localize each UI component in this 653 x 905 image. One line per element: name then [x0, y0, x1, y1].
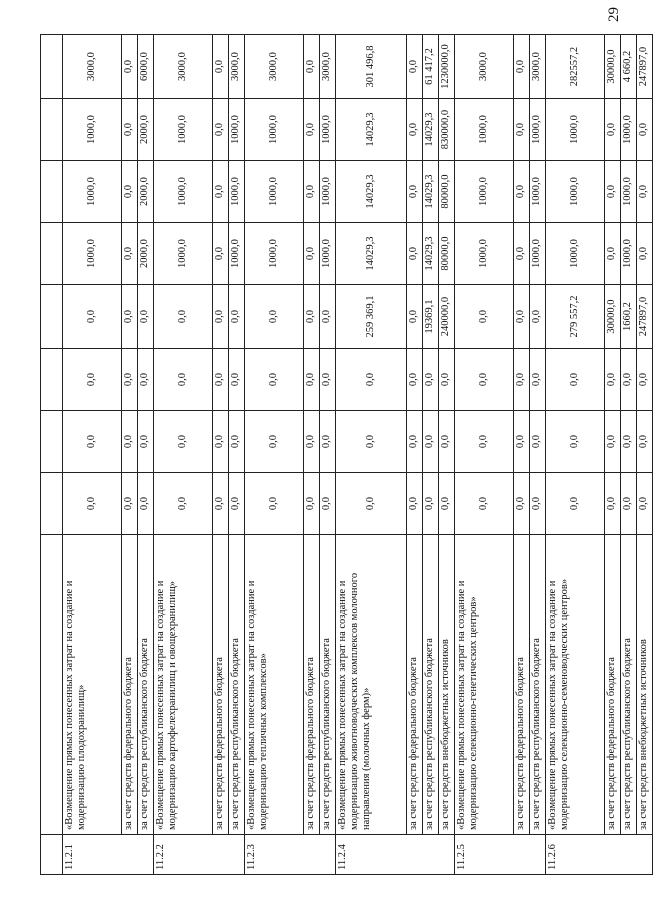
value-cell: 1000,0: [63, 161, 122, 223]
value-cell: 0,0: [407, 35, 423, 99]
value-cell: 0,0: [229, 349, 245, 411]
value-cell: 0,0: [229, 285, 245, 349]
table-subrow: [122, 35, 138, 875]
value-cell: 0,0: [245, 411, 304, 473]
value-cell: 1000,0: [530, 99, 546, 161]
value-cell: 0,0: [514, 411, 530, 473]
header-cell: [41, 99, 63, 161]
value-cell: 0,0: [245, 285, 304, 349]
row-code-cell: 11.2.4: [336, 835, 455, 875]
value-cell: 0,0: [213, 223, 229, 285]
value-cell: 3000,0: [245, 35, 304, 99]
value-cell: 0,0: [407, 99, 423, 161]
value-cell: 0,0: [423, 349, 439, 411]
header-cell: [41, 161, 63, 223]
header-cell: [41, 223, 63, 285]
value-cell: 0,0: [605, 349, 621, 411]
row-code-cell: 11.2.6: [546, 835, 653, 875]
value-cell: 30000,0: [605, 285, 621, 349]
value-cell: 0,0: [605, 411, 621, 473]
value-cell: 1000,0: [455, 223, 514, 285]
funding-source-cell: за счет средств федерального бюджета: [213, 535, 229, 835]
value-cell: 2000,0: [138, 223, 154, 285]
value-cell: 0,0: [122, 223, 138, 285]
value-cell: 0,0: [213, 161, 229, 223]
value-cell: 0,0: [63, 349, 122, 411]
value-cell: 3000,0: [63, 35, 122, 99]
value-cell: 1660,2: [621, 285, 637, 349]
value-cell: 14029,3: [336, 161, 407, 223]
funding-source-cell: за счет средств внебюджетных источников: [637, 535, 653, 835]
table-subrow: [213, 35, 229, 875]
value-cell: 1000,0: [154, 161, 213, 223]
value-cell: 0,0: [229, 411, 245, 473]
value-cell: 0,0: [213, 473, 229, 535]
value-cell: 0,0: [122, 285, 138, 349]
value-cell: 0,0: [621, 473, 637, 535]
value-cell: 61 417,2: [423, 35, 439, 99]
table-row: [455, 35, 514, 875]
value-cell: 0,0: [304, 411, 320, 473]
funding-source-cell: за счет средств федерального бюджета: [605, 535, 621, 835]
value-cell: 0,0: [213, 285, 229, 349]
header-cell-name: [41, 535, 63, 835]
value-cell: 0,0: [423, 411, 439, 473]
table-subrow: [138, 35, 154, 875]
header-cell: [41, 285, 63, 349]
value-cell: 0,0: [320, 349, 336, 411]
value-cell: 0,0: [245, 349, 304, 411]
value-cell: 2000,0: [138, 99, 154, 161]
value-cell: 1000,0: [154, 99, 213, 161]
value-cell: 0,0: [605, 473, 621, 535]
value-cell: 0,0: [637, 411, 653, 473]
value-cell: 0,0: [63, 411, 122, 473]
value-cell: 1000,0: [63, 223, 122, 285]
header-cell: [41, 473, 63, 535]
table-subrow: [605, 35, 621, 875]
row-code-cell: 11.2.2: [154, 835, 245, 875]
value-cell: 0,0: [122, 35, 138, 99]
value-cell: 0,0: [546, 473, 605, 535]
table-subrow: [530, 35, 546, 875]
value-cell: 3000,0: [154, 35, 213, 99]
value-cell: 830000,0: [439, 99, 455, 161]
header-cell: [41, 411, 63, 473]
row-code-cell: 11.2.3: [245, 835, 336, 875]
value-cell: 0,0: [514, 349, 530, 411]
value-cell: 247897,0: [637, 35, 653, 99]
funding-source-cell: за счет средств республиканского бюджета: [320, 535, 336, 835]
measure-name-cell: «Возмещение прямых понесенных затрат на создание и модернизацию картофелехранилищ и овощехранилищ»: [154, 535, 213, 835]
value-cell: 2000,0: [138, 161, 154, 223]
budget-table: [40, 34, 653, 875]
table-body: [41, 35, 653, 875]
value-cell: 1000,0: [229, 161, 245, 223]
table-row: [546, 35, 605, 875]
value-cell: 0,0: [320, 285, 336, 349]
value-cell: 1000,0: [621, 161, 637, 223]
value-cell: 1000,0: [546, 99, 605, 161]
value-cell: 0,0: [514, 473, 530, 535]
value-cell: 0,0: [229, 473, 245, 535]
funding-source-cell: за счет средств внебюджетных источников: [439, 535, 455, 835]
value-cell: 0,0: [439, 473, 455, 535]
value-cell: 0,0: [122, 161, 138, 223]
value-cell: 240000,0: [439, 285, 455, 349]
value-cell: 0,0: [546, 349, 605, 411]
value-cell: 14029,3: [336, 99, 407, 161]
value-cell: 14029,3: [423, 99, 439, 161]
value-cell: 1000,0: [245, 161, 304, 223]
table-row: [154, 35, 213, 875]
value-cell: 1000,0: [229, 223, 245, 285]
value-cell: 1000,0: [621, 99, 637, 161]
value-cell: 0,0: [514, 35, 530, 99]
value-cell: 0,0: [304, 99, 320, 161]
value-cell: 0,0: [605, 161, 621, 223]
header-cell: [41, 349, 63, 411]
value-cell: 1000,0: [154, 223, 213, 285]
value-cell: 0,0: [637, 349, 653, 411]
value-cell: 0,0: [637, 99, 653, 161]
value-cell: 1000,0: [229, 99, 245, 161]
header-cell: [41, 35, 63, 99]
value-cell: 80000,0: [439, 161, 455, 223]
funding-source-cell: за счет средств федерального бюджета: [407, 535, 423, 835]
value-cell: 30000,0: [605, 35, 621, 99]
value-cell: 0,0: [154, 285, 213, 349]
value-cell: 0,0: [138, 473, 154, 535]
value-cell: 0,0: [336, 473, 407, 535]
table-row: [336, 35, 407, 875]
table-subrow: [304, 35, 320, 875]
value-cell: 0,0: [605, 223, 621, 285]
value-cell: 0,0: [514, 161, 530, 223]
table-subrow: [407, 35, 423, 875]
funding-source-cell: за счет средств республиканского бюджета: [138, 535, 154, 835]
value-cell: 1000,0: [455, 161, 514, 223]
value-cell: 0,0: [304, 285, 320, 349]
value-cell: 0,0: [213, 35, 229, 99]
table-subrow: [439, 35, 455, 875]
value-cell: 0,0: [514, 223, 530, 285]
value-cell: 0,0: [138, 349, 154, 411]
value-cell: 0,0: [213, 349, 229, 411]
measure-name-cell: «Возмещение прямых понесенных затрат на создание и модернизацию селекционно-генетических центров»: [455, 535, 514, 835]
value-cell: 0,0: [122, 411, 138, 473]
measure-name-cell: «Возмещение прямых понесенных затрат на создание и модернизацию животноводческих комплексов молочного направления (молочных ферм)»: [336, 535, 407, 835]
funding-source-cell: за счет средств федерального бюджета: [304, 535, 320, 835]
value-cell: 0,0: [138, 285, 154, 349]
value-cell: 0,0: [63, 285, 122, 349]
table-header-row: [41, 35, 63, 875]
value-cell: 19369,1: [423, 285, 439, 349]
value-cell: 3000,0: [320, 35, 336, 99]
table-subrow: [423, 35, 439, 875]
funding-source-cell: за счет средств республиканского бюджета: [530, 535, 546, 835]
value-cell: 0,0: [304, 473, 320, 535]
value-cell: 0,0: [122, 473, 138, 535]
value-cell: 0,0: [320, 411, 336, 473]
value-cell: 0,0: [637, 161, 653, 223]
table-subrow: [637, 35, 653, 875]
table-subrow: [229, 35, 245, 875]
value-cell: 0,0: [336, 411, 407, 473]
page-number: 29: [606, 7, 622, 22]
value-cell: 282557,2: [546, 35, 605, 99]
value-cell: 0,0: [605, 99, 621, 161]
value-cell: 0,0: [530, 349, 546, 411]
value-cell: 0,0: [245, 473, 304, 535]
table-row: [63, 35, 122, 875]
value-cell: 0,0: [455, 349, 514, 411]
value-cell: 1000,0: [245, 99, 304, 161]
value-cell: 0,0: [455, 285, 514, 349]
row-code-cell: 11.2.5: [455, 835, 546, 875]
funding-source-cell: за счет средств федерального бюджета: [514, 535, 530, 835]
value-cell: 0,0: [637, 473, 653, 535]
value-cell: 1000,0: [621, 223, 637, 285]
value-cell: 3000,0: [455, 35, 514, 99]
value-cell: 0,0: [304, 161, 320, 223]
value-cell: 259 369,1: [336, 285, 407, 349]
value-cell: 0,0: [154, 473, 213, 535]
value-cell: 0,0: [336, 349, 407, 411]
value-cell: 0,0: [320, 473, 336, 535]
value-cell: 0,0: [122, 349, 138, 411]
value-cell: 80000,0: [439, 223, 455, 285]
value-cell: 0,0: [63, 473, 122, 535]
value-cell: 0,0: [407, 223, 423, 285]
value-cell: 0,0: [407, 411, 423, 473]
measure-name-cell: «Возмещение прямых понесенных затрат на создание и модернизацию плодохранилищ»: [63, 535, 122, 835]
value-cell: 0,0: [530, 473, 546, 535]
value-cell: 1230000,0: [439, 35, 455, 99]
value-cell: 1000,0: [320, 99, 336, 161]
value-cell: 0,0: [122, 99, 138, 161]
value-cell: 0,0: [407, 285, 423, 349]
header-cell-code: [41, 835, 63, 875]
value-cell: 0,0: [530, 285, 546, 349]
table-subrow: [514, 35, 530, 875]
value-cell: 0,0: [407, 161, 423, 223]
value-cell: 0,0: [621, 349, 637, 411]
value-cell: 1000,0: [530, 223, 546, 285]
value-cell: 1000,0: [320, 161, 336, 223]
value-cell: 0,0: [154, 349, 213, 411]
table-row: [245, 35, 304, 875]
value-cell: 279 557,2: [546, 285, 605, 349]
value-cell: 0,0: [407, 349, 423, 411]
value-cell: 0,0: [423, 473, 439, 535]
value-cell: 0,0: [514, 285, 530, 349]
value-cell: 0,0: [514, 99, 530, 161]
value-cell: 1000,0: [546, 161, 605, 223]
measure-name-cell: «Возмещение прямых понесенных затрат на создание и модернизацию селекционно-семеноводческих центров»: [546, 535, 605, 835]
value-cell: 3000,0: [229, 35, 245, 99]
value-cell: 0,0: [546, 411, 605, 473]
value-cell: 0,0: [439, 349, 455, 411]
table-subrow: [320, 35, 336, 875]
value-cell: 0,0: [455, 473, 514, 535]
funding-source-cell: за счет средств республиканского бюджета: [229, 535, 245, 835]
value-cell: 14029,3: [423, 223, 439, 285]
value-cell: 0,0: [213, 411, 229, 473]
value-cell: 1000,0: [320, 223, 336, 285]
value-cell: 0,0: [439, 411, 455, 473]
value-cell: 0,0: [621, 411, 637, 473]
value-cell: 1000,0: [245, 223, 304, 285]
value-cell: 14029,3: [423, 161, 439, 223]
value-cell: 1000,0: [63, 99, 122, 161]
value-cell: 3000,0: [530, 35, 546, 99]
value-cell: 6000,0: [138, 35, 154, 99]
measure-name-cell: «Возмещение прямых понесенных затрат на создание и модернизацию тепличных комплексов»: [245, 535, 304, 835]
value-cell: 0,0: [304, 349, 320, 411]
value-cell: 1000,0: [546, 223, 605, 285]
value-cell: 0,0: [637, 223, 653, 285]
value-cell: 0,0: [530, 411, 546, 473]
rotated-page-content: [40, 35, 650, 875]
value-cell: 301 496,8: [336, 35, 407, 99]
value-cell: 1000,0: [530, 161, 546, 223]
value-cell: 247897,0: [637, 285, 653, 349]
funding-source-cell: за счет средств республиканского бюджета: [423, 535, 439, 835]
value-cell: 0,0: [213, 99, 229, 161]
value-cell: 0,0: [304, 35, 320, 99]
value-cell: 0,0: [154, 411, 213, 473]
value-cell: 0,0: [455, 411, 514, 473]
value-cell: 0,0: [407, 473, 423, 535]
funding-source-cell: за счет средств федерального бюджета: [122, 535, 138, 835]
value-cell: 14029,3: [336, 223, 407, 285]
table-subrow: [621, 35, 637, 875]
value-cell: 0,0: [304, 223, 320, 285]
value-cell: 4 660,2: [621, 35, 637, 99]
value-cell: 1000,0: [455, 99, 514, 161]
value-cell: 0,0: [138, 411, 154, 473]
row-code-cell: 11.2.1: [63, 835, 154, 875]
funding-source-cell: за счет средств республиканского бюджета: [621, 535, 637, 835]
